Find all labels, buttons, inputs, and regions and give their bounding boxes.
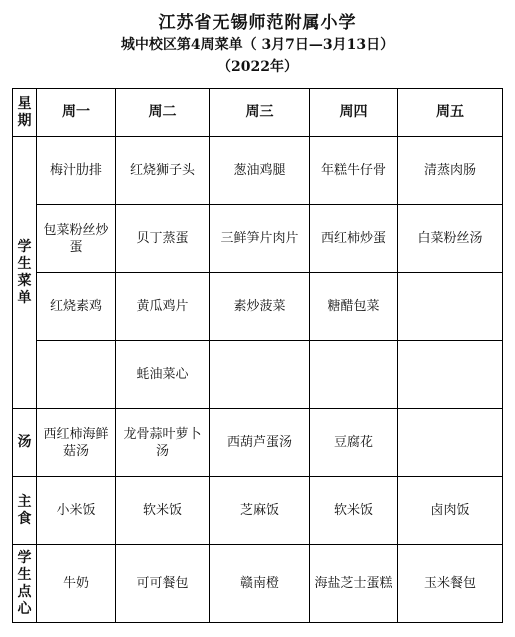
staple-cell: 软米饭 — [116, 477, 210, 545]
soup-cell: 豆腐花 — [310, 409, 398, 477]
dish-cell: 黄瓜鸡片 — [116, 273, 210, 341]
dish-cell: 包菜粉丝炒蛋 — [37, 205, 116, 273]
dish-cell — [398, 273, 503, 341]
menu-year: （2022年） — [217, 59, 298, 75]
dish-cell: 蚝油菜心 — [116, 341, 210, 409]
menu-subtitle: 城中校区第4周菜单（ 3月7日—3月13日） — [120, 37, 395, 53]
day-header: 周五 — [398, 89, 503, 137]
day-header: 周四 — [310, 89, 398, 137]
day-header: 周二 — [116, 89, 210, 137]
dish-cell: 白菜粉丝汤 — [398, 205, 503, 273]
soup-cell — [398, 409, 503, 477]
dish-cell — [37, 341, 116, 409]
menu-row — [13, 273, 503, 341]
snack-cell: 玉米餐包 — [398, 545, 503, 623]
staple-row — [13, 477, 503, 545]
school-title: 江苏省无锡师范附属小学 — [158, 13, 357, 33]
section-label-soup: 汤 — [13, 409, 37, 477]
dish-cell — [310, 341, 398, 409]
dish-cell: 梅汁肋排 — [37, 137, 116, 205]
soup-cell: 西红柿海鲜菇汤 — [37, 409, 116, 477]
snack-cell: 赣南橙 — [210, 545, 310, 623]
dish-cell: 贝丁蒸蛋 — [116, 205, 210, 273]
dish-cell: 清蒸肉肠 — [398, 137, 503, 205]
staple-cell: 卤肉饭 — [398, 477, 503, 545]
menu-row — [13, 341, 503, 409]
section-label-student-menu: 学生菜单 — [13, 137, 37, 409]
dish-cell: 葱油鸡腿 — [210, 137, 310, 205]
menu-row — [13, 137, 503, 205]
dish-cell — [398, 341, 503, 409]
day-header: 周三 — [210, 89, 310, 137]
snack-cell: 海盐芝士蛋糕 — [310, 545, 398, 623]
section-label-staple: 主食 — [13, 477, 37, 545]
dish-cell: 红烧狮子头 — [116, 137, 210, 205]
snack-row — [13, 545, 503, 623]
header-row — [13, 89, 503, 137]
dish-cell: 红烧素鸡 — [37, 273, 116, 341]
dish-cell: 三鲜笋片肉片 — [210, 205, 310, 273]
staple-cell: 芝麻饭 — [210, 477, 310, 545]
snack-cell: 可可餐包 — [116, 545, 210, 623]
menu-row — [13, 205, 503, 273]
dish-cell — [210, 341, 310, 409]
snack-cell: 牛奶 — [37, 545, 116, 623]
day-header: 周一 — [37, 89, 116, 137]
menu-table — [12, 88, 503, 623]
soup-cell: 龙骨蒜叶萝卜汤 — [116, 409, 210, 477]
staple-cell: 软米饭 — [310, 477, 398, 545]
dish-cell: 素炒菠菜 — [210, 273, 310, 341]
section-label-snack: 学生点心 — [13, 545, 37, 623]
dish-cell: 西红柿炒蛋 — [310, 205, 398, 273]
dish-cell: 糖醋包菜 — [310, 273, 398, 341]
soup-row — [13, 409, 503, 477]
staple-cell: 小米饭 — [37, 477, 116, 545]
dish-cell: 年糕牛仔骨 — [310, 137, 398, 205]
soup-cell: 西葫芦蛋汤 — [210, 409, 310, 477]
corner-cell: 星期 — [13, 89, 37, 137]
